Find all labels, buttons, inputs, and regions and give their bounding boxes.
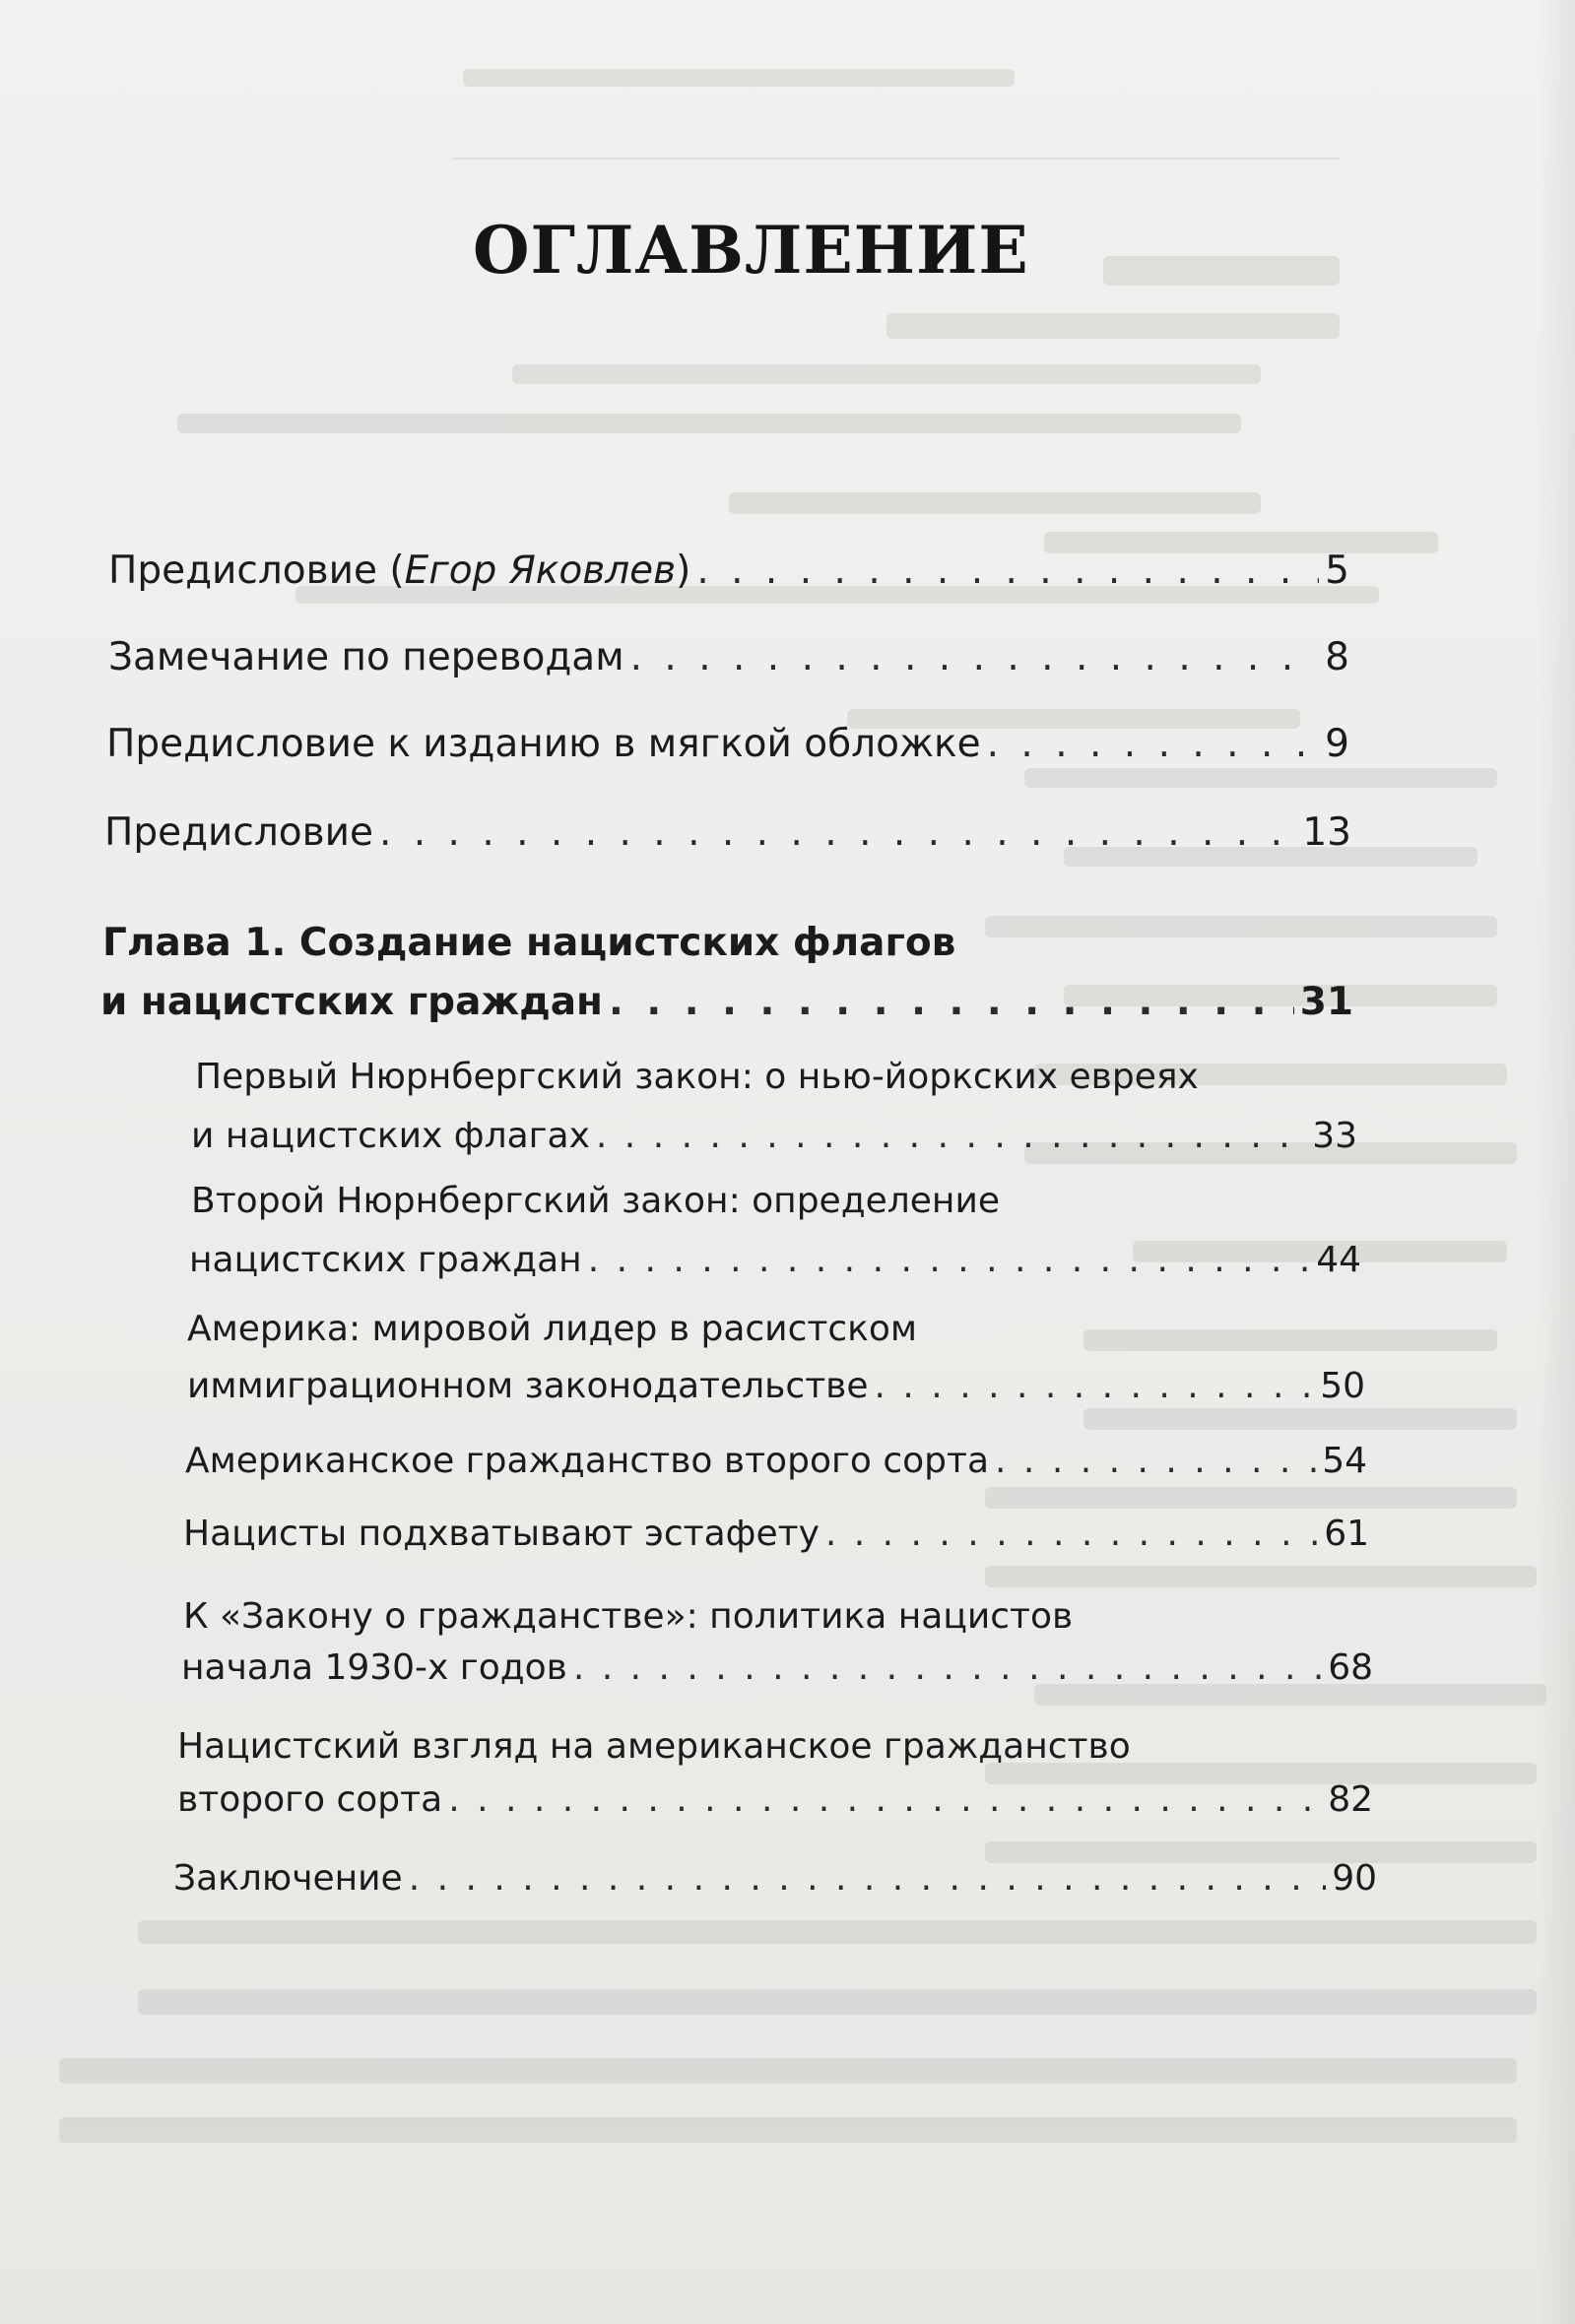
section-entry: [177, 1773, 1373, 1828]
section-title: Нацисты подхватывают эстафету: [183, 1514, 820, 1554]
toc-entry: [104, 806, 1351, 861]
toc-entry-label: Предисловие к изданию в мягкой обложке: [106, 722, 981, 766]
toc-page-number: 44: [1316, 1240, 1361, 1280]
toc-page-number: 33: [1312, 1116, 1357, 1156]
toc-entry: [106, 717, 1349, 772]
leader-dots: [609, 975, 1294, 1030]
toc-page-number: 68: [1328, 1647, 1373, 1688]
toc-page-number: 61: [1324, 1514, 1369, 1554]
section-entry: [189, 1233, 1361, 1288]
toc-page-number: 9: [1325, 722, 1349, 766]
section-entry: [181, 1641, 1373, 1696]
toc-entry-label: Предисловие: [104, 810, 373, 855]
toc-page-number: 54: [1322, 1441, 1367, 1481]
leader-dots: [596, 1109, 1306, 1164]
leader-dots: [573, 1641, 1322, 1696]
section-title-line2: нацистских граждан: [189, 1240, 582, 1280]
leader-dots: [987, 717, 1320, 772]
leader-dots: [825, 1507, 1318, 1562]
toc-page-number: 82: [1328, 1779, 1373, 1820]
toc-page-number: 5: [1325, 549, 1349, 593]
leader-dots: [448, 1773, 1322, 1828]
section-entry: [173, 1851, 1377, 1906]
leader-dots: [696, 544, 1319, 599]
leader-dots: [379, 806, 1296, 861]
section-title-line1: Нацистский взгляд на американское гражданство: [177, 1726, 1131, 1767]
toc-entry: [108, 630, 1349, 685]
toc-page-number: 8: [1325, 635, 1349, 679]
section-title: Американское гражданство второго сорта: [185, 1441, 990, 1481]
leader-dots: [995, 1434, 1316, 1489]
toc-page-number: 31: [1299, 980, 1353, 1024]
leader-dots: [875, 1359, 1315, 1414]
leader-dots: [630, 630, 1320, 685]
section-title-line1: Первый Нюрнбергский закон: о нью-йоркских евреях: [195, 1057, 1199, 1097]
section-title-line2: иммиграционном законодательстве: [187, 1366, 869, 1406]
toc-entry: [108, 544, 1349, 599]
leader-dots: [588, 1233, 1310, 1288]
leader-dots: [409, 1851, 1326, 1906]
section-title-line1: Америка: мировой лидер в расистском: [187, 1309, 918, 1349]
section-title-line2: начала 1930-х годов: [181, 1647, 567, 1688]
section-title-line1: Второй Нюрнбергский закон: определение: [191, 1181, 1000, 1221]
section-title-line2: второго сорта: [177, 1779, 443, 1820]
toc-entry-label: Предисловие (Егор Яковлев): [108, 549, 691, 593]
page-title: ОГЛАВЛЕНИЕ: [473, 212, 1029, 289]
toc-page-number: 50: [1320, 1366, 1365, 1406]
chapter-entry: [100, 975, 1353, 1030]
section-entry: [185, 1434, 1367, 1489]
section-title-line2: и нацистских флагах: [191, 1116, 590, 1156]
section-entry: [183, 1507, 1369, 1562]
chapter-title-line1: Глава 1. Создание нацистских флагов: [102, 921, 956, 965]
toc-entry-label: Замечание по переводам: [108, 635, 624, 679]
section-title-line1: К «Закону о гражданстве»: политика нацистов: [183, 1596, 1074, 1637]
section-entry: [191, 1109, 1357, 1164]
toc-page-number: 13: [1302, 810, 1351, 855]
chapter-title-line2: и нацистских граждан: [100, 980, 603, 1024]
section-title: Заключение: [173, 1858, 403, 1899]
section-entry: [187, 1359, 1365, 1414]
toc-page-number: 90: [1332, 1858, 1377, 1899]
